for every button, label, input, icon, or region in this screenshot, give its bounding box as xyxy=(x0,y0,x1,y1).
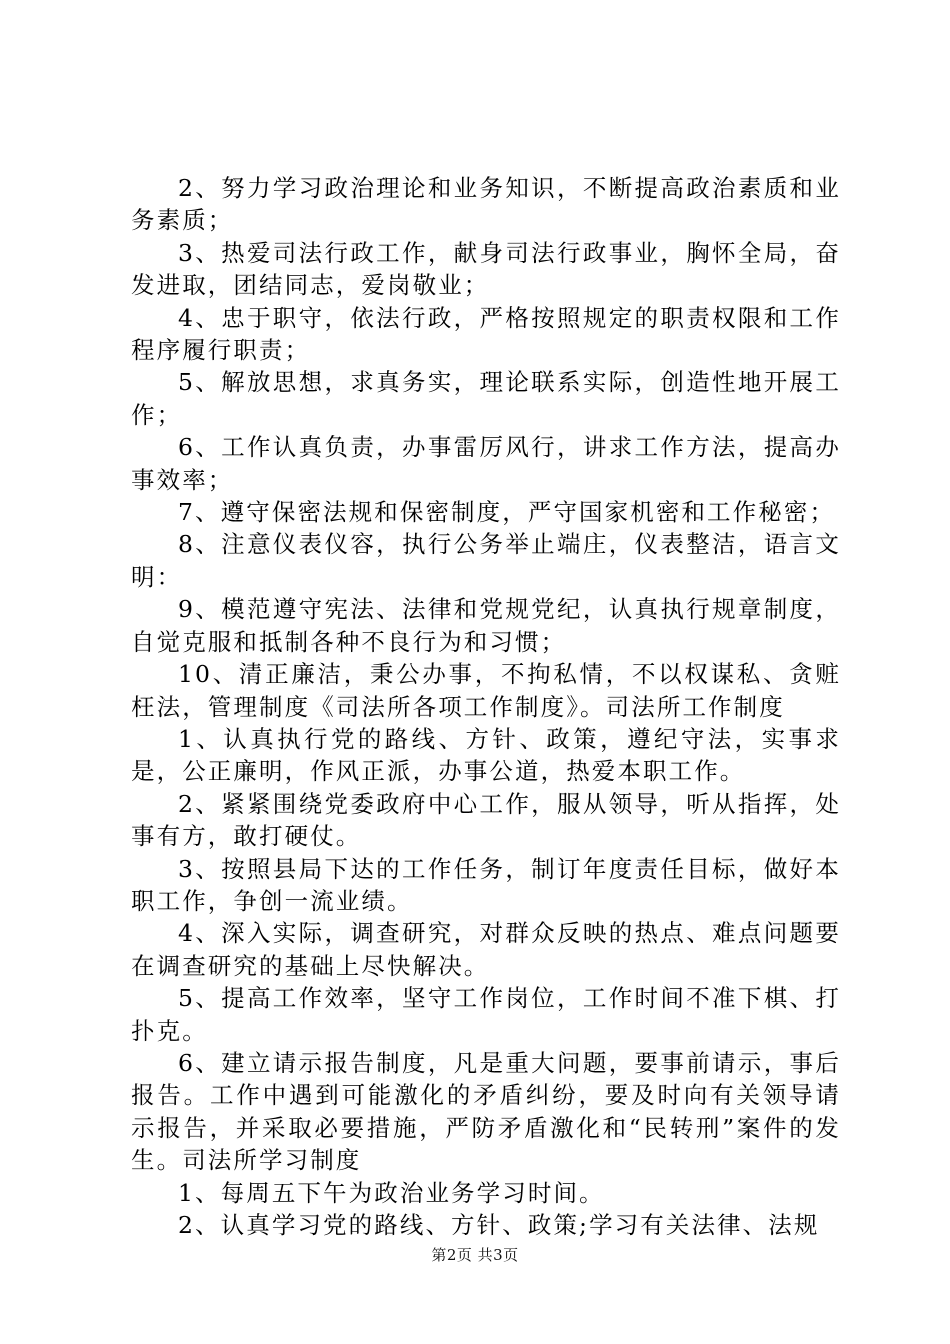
paragraph-item-9: 9、模范遵守宪法、法律和党规党纪，认真执行规章制度，自觉克服和抵制各种不良行为和习惯； xyxy=(131,595,841,656)
paragraph-item-2: 2、努力学习政治理论和业务知识，不断提高政治素质和业务素质； xyxy=(131,174,841,235)
study-rule-1: 1、每周五下午为政治业务学习时间。 xyxy=(178,1178,605,1207)
study-rule-2: 2、认真学习党的路线、方针、政策;学习有关法律、法规 xyxy=(178,1211,820,1239)
document-body xyxy=(131,172,841,1241)
work-rule-1: 1、认真执行党的路线、方针、政策，遵纪守法，实事求是，公正廉明，作风正派，办事公道，热爱本职工作。 xyxy=(131,724,841,786)
paragraph-item-7: 7、遵守保密法规和保密制度，严守国家机密和工作秘密； xyxy=(178,498,836,527)
paragraph-item-5: 5、解放思想，求真务实，理论联系实际，创造性地开展工作； xyxy=(131,368,841,429)
work-rule-3: 3、按照县局下达的工作任务，制订年度责任目标，做好本职工作，争创一流业绩。 xyxy=(131,854,841,915)
paragraph-item-6: 6、工作认真负责，办事雷厉风行，讲求工作方法，提高办事效率； xyxy=(131,433,841,494)
work-rule-4: 4、深入实际，调查研究，对群众反映的热点、难点问题要在调查研究的基础上尽快解决。 xyxy=(131,919,841,980)
page-number-footer: 第2页 共3页 xyxy=(431,1246,519,1264)
paragraph-item-4: 4、忠于职守，依法行政，严格按照规定的职责权限和工作程序履行职责； xyxy=(131,303,841,365)
paragraph-item-3: 3、热爱司法行政工作，献身司法行政事业，胸怀全局，奋发进取，团结同志，爱岗敬业； xyxy=(131,238,841,300)
paragraph-item-8: 8、注意仪表仪容，执行公务举止端庄，仪表整洁，语言文明： xyxy=(131,530,841,591)
work-rule-2: 2、紧紧围绕党委政府中心工作，服从领导，听从指挥，处事有方，敢打硬仗。 xyxy=(131,789,841,851)
paragraph-item-10: 10、清正廉洁，秉公办事，不拘私情，不以权谋私、贪赃枉法，管理制度《司法所各项工作制度》。司法所工作制度 xyxy=(131,660,841,721)
work-rule-6: 6、建立请示报告制度，凡是重大问题，要事前请示，事后报告。工作中遇到可能激化的矛盾纠纷，要及时向有关领导请示报告，并采取必要措施，严防矛盾激化和“民转刑”案件的发生。司法所学习制度 xyxy=(131,1048,841,1175)
work-rule-5: 5、提高工作效率，坚守工作岗位，工作时间不准下棋、打扑克。 xyxy=(131,984,841,1045)
